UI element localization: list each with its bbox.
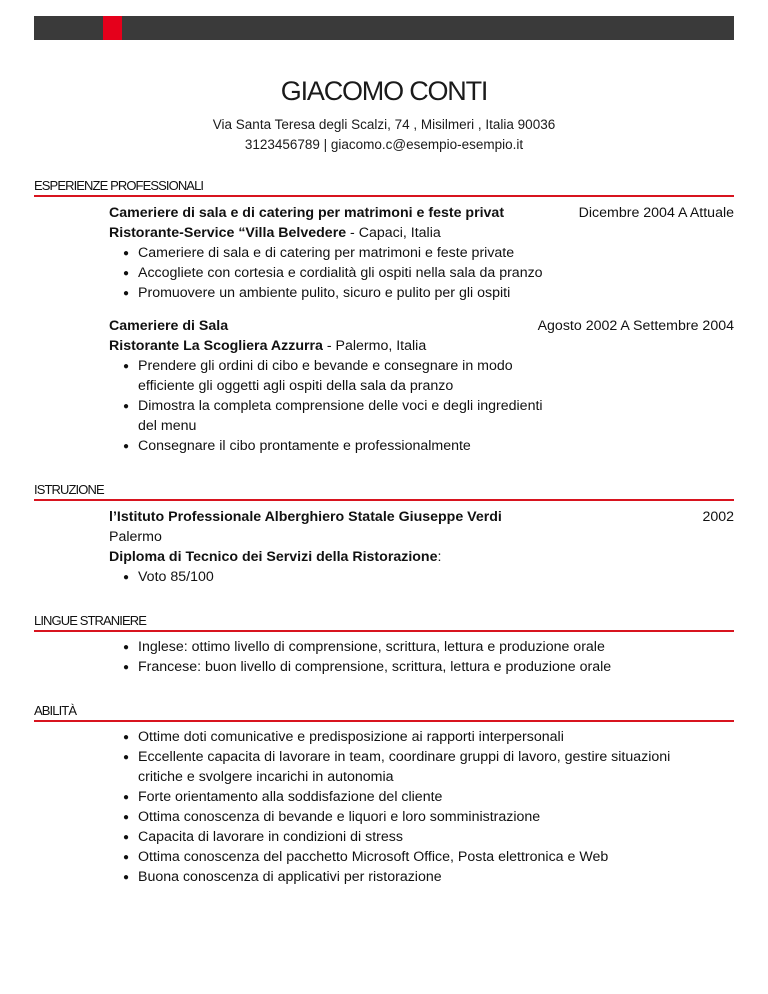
job-employer: Ristorante La Scogliera Azzurra [109, 338, 323, 354]
job-employer-line [109, 338, 426, 354]
job-title: Cameriere di sala e di catering per matrimoni e feste privat [109, 205, 505, 221]
list-item: ● Ottima conoscenza del pacchetto Microsoft Office, Posta elettronica e Web [123, 849, 609, 865]
list-item: ● Capacita di lavorare in condizioni di stress [123, 829, 403, 845]
bullet-dot-icon: ● [123, 662, 130, 673]
bullet-dot-icon: ● [123, 441, 130, 452]
school-name: l’Istituto Professionale Alberghiero Statale Giuseppe Verdi [109, 509, 502, 525]
list-item: ● Cameriere di sala e di catering per matrimoni e feste private [123, 245, 515, 261]
section-rule [34, 499, 734, 501]
list-item: ● Dimostra la completa comprensione delle voci e degli ingredienti [123, 398, 543, 414]
list-item: ● Promuovere un ambiente pulito, sicuro e pulito per gli ospiti [123, 285, 511, 301]
candidate-name: GIACOMO CONTI [280, 76, 488, 106]
bullet-dot-icon: ● [123, 572, 130, 583]
bullet-dot-icon: ● [123, 752, 130, 763]
bullet-dot-icon: ● [123, 792, 130, 803]
list-item: ● Ottima conoscenza di bevande e liquori e loro somministrazione [123, 809, 541, 825]
school-city: Palermo [109, 529, 162, 545]
list-item: ● Prendere gli ordini di cibo e bevande e consegnare in modo [123, 358, 513, 374]
section-rule [34, 195, 734, 197]
address-line: Via Santa Teresa degli Scalzi, 74 , Misilmeri , Italia 90036 [212, 117, 556, 132]
job-location: - Palermo, Italia [322, 338, 427, 354]
education-year: 2002 [702, 509, 734, 525]
bullet-dot-icon: ● [123, 642, 130, 653]
bullet-dot-icon: ● [123, 812, 130, 823]
degree-line: Diploma di Tecnico dei Servizi della Ristorazione: [109, 549, 442, 565]
list-item: ● Inglese: ottimo livello di comprensione, scrittura, lettura e produzione orale [123, 639, 605, 655]
list-item: ● Accogliete con cortesia e cordialità gli ospiti nella sala da pranzo [123, 265, 543, 281]
list-item: ● Buona conoscenza di applicativi per ristorazione [123, 869, 442, 885]
degree-name: Diploma di Tecnico dei Servizi della Ristorazione [109, 549, 438, 565]
section-title-education: ISTRUZIONE [34, 482, 104, 497]
bullet-dot-icon: ● [123, 288, 130, 299]
bullet-dot-icon: ● [123, 872, 130, 883]
bullet-dot-icon: ● [123, 401, 130, 412]
section-title-experience: ESPERIENZE PROFESSIONALI [34, 178, 204, 193]
job-employer-line [109, 225, 441, 241]
job-title: Cameriere di Sala [109, 318, 229, 334]
bullet-dot-icon: ● [123, 732, 130, 743]
section-rule [34, 720, 734, 722]
job-employer: Ristorante-Service “Villa Belvedere [109, 225, 347, 241]
list-item: ● Consegnare il cibo prontamente e professionalmente [123, 438, 471, 454]
section-rule [34, 630, 734, 632]
section-title-skills: ABILITÀ [34, 703, 77, 718]
section-title-languages: LINGUE STRANIERE [34, 613, 147, 628]
bullet-dot-icon: ● [123, 248, 130, 259]
header-accent-block [103, 16, 122, 40]
list-item-continuation: critiche e svolgere incarichi in autonomia [138, 769, 394, 785]
bullet-dot-icon: ● [123, 852, 130, 863]
bullet-dot-icon: ● [123, 268, 130, 279]
list-item: ● Ottime doti comunicative e predisposizione ai rapporti interpersonali [123, 729, 564, 745]
list-item: ● Francese: buon livello di comprensione, scrittura, lettura e produzione orale [123, 659, 612, 675]
contact-line: 3123456789 | giacomo.c@esempio-esempio.it [244, 137, 524, 152]
list-item: ● Voto 85/100 [123, 569, 214, 585]
bullet-dot-icon: ● [123, 832, 130, 843]
bullet-dot-icon: ● [123, 361, 130, 372]
job-date: Dicembre 2004 A Attuale [578, 205, 734, 221]
header-bar [34, 16, 734, 40]
job-date: Agosto 2002 A Settembre 2004 [537, 318, 734, 334]
list-item: ● Forte orientamento alla soddisfazione del cliente [123, 789, 443, 805]
list-item-continuation: efficiente gli oggetti agli ospiti della sala da pranzo [138, 378, 454, 394]
list-item: ● Eccellente capacita di lavorare in team, coordinare gruppi di lavoro, gestire situazioni [123, 749, 671, 765]
job-location: - Capaci, Italia [346, 225, 441, 241]
list-item-continuation: del menu [138, 418, 197, 434]
